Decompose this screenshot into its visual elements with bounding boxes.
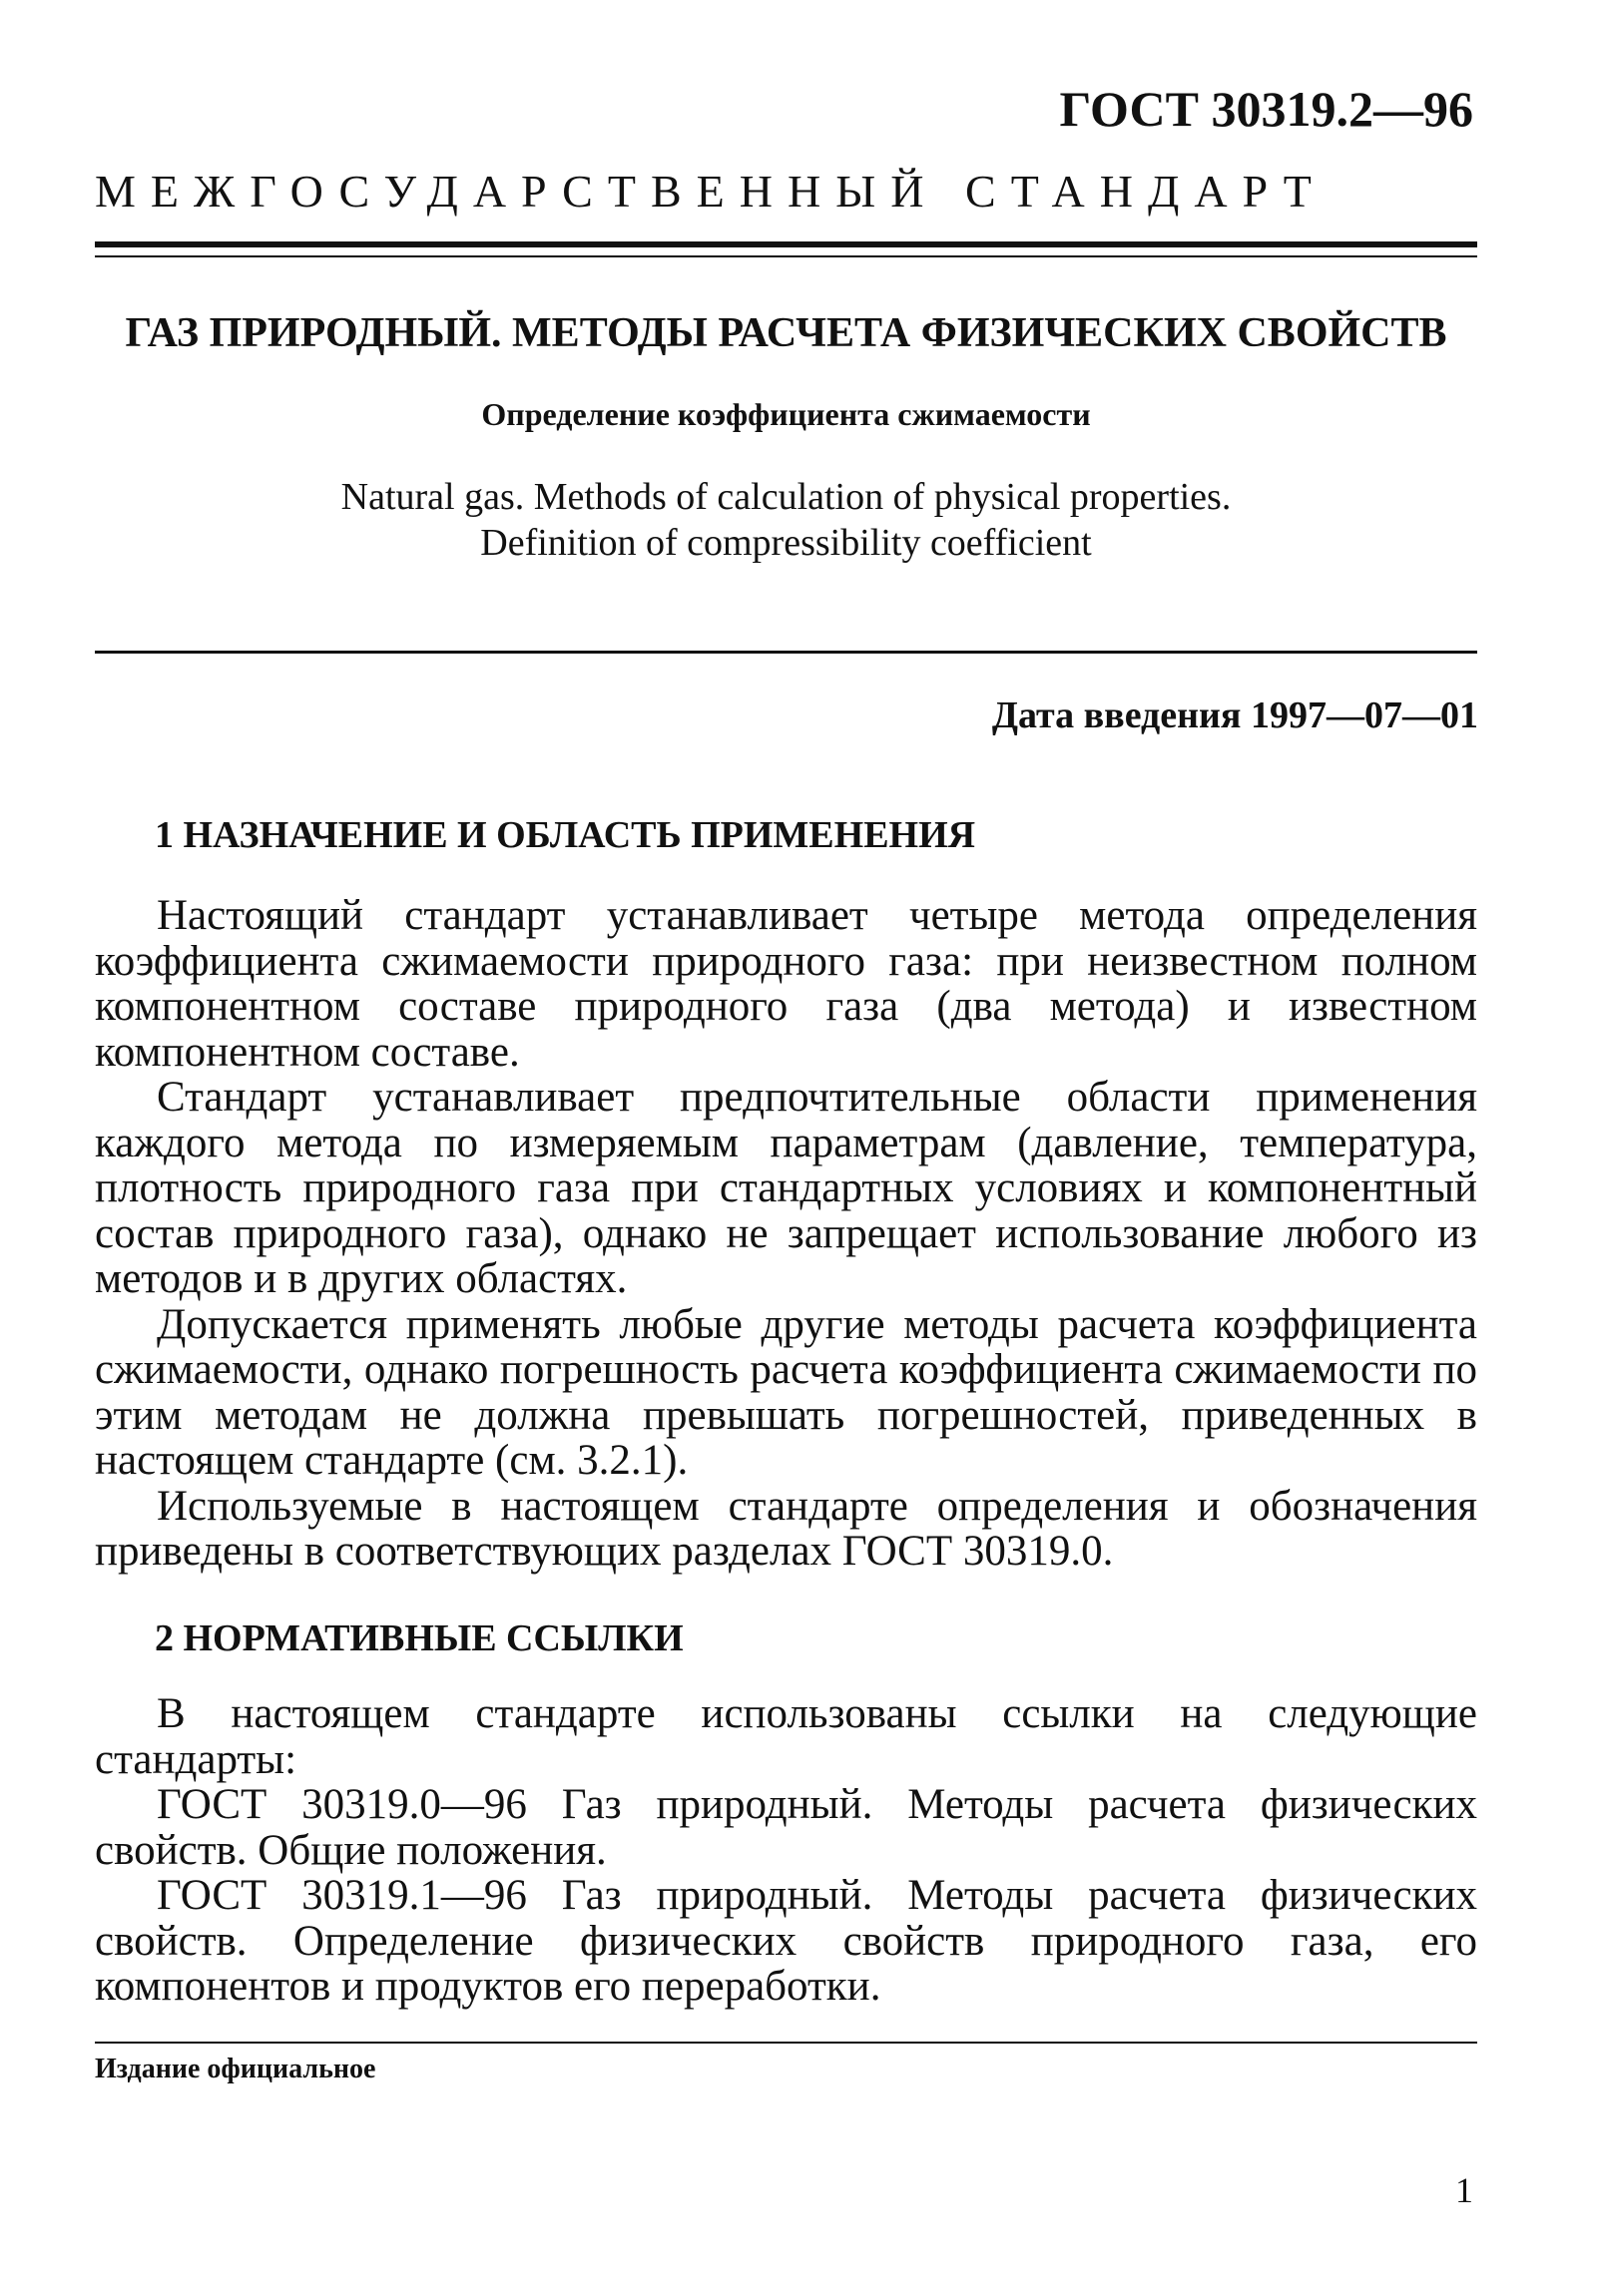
section-2-reference: ГОСТ 30319.0—96 Газ природный. Методы расчета физических свойств. Общие положения.	[95, 1781, 1477, 1874]
document-subtitle: Определение коэффициента сжимаемости	[481, 396, 1091, 432]
document-title: ГАЗ ПРИРОДНЫЙ. МЕТОДЫ РАСЧЕТА ФИЗИЧЕСКИХ СВОЙСТВ	[125, 310, 1447, 356]
section-2-heading: 2 НОРМАТИВНЫЕ ССЫЛКИ	[155, 1617, 684, 1659]
header-rule-thin	[95, 255, 1477, 257]
page-number: 1	[1455, 2170, 1473, 2210]
official-edition-label: Издание официальное	[95, 2054, 376, 2084]
section-1-heading: 1 НАЗНАЧЕНИЕ И ОБЛАСТЬ ПРИМЕНЕНИЯ	[155, 814, 976, 856]
section-1-paragraph: Стандарт устанавливает предпочтительные области применения каждого метода по измеряемым параметрам (давление, температура, плотность природного газа при стандартных условиях и компонентный состав природного газа), однако не запрещает использование любого из методов и в других областях.	[95, 1074, 1477, 1302]
footer-rule	[95, 2042, 1477, 2044]
section-2-paragraph: В настоящем стандарте использованы ссылки на следующие стандарты:	[95, 1690, 1477, 1783]
section-1-body	[95, 893, 1477, 1575]
english-title	[95, 474, 1477, 566]
section-1-paragraph: Допускается применять любые другие методы расчета коэффициента сжимаемости, однако погрешность расчета коэффициента сжимаемости по этим методам не должна превышать погрешностей, приведенных в настоящем стандарте (см. 3.2.1).	[95, 1300, 1477, 1484]
section-1-paragraph: Используемые в настоящем стандарте определения и обозначения приведены в соответствующих разделах ГОСТ 30319.0.	[95, 1482, 1477, 1575]
english-title-line-2: Definition of compressibility coefficient	[480, 522, 1092, 564]
header-rule-thick	[95, 241, 1477, 247]
english-title-line-1: Natural gas. Methods of calculation of physical properties.	[340, 476, 1232, 518]
title-divider	[95, 651, 1477, 654]
section-2-reference: ГОСТ 30319.1—96 Газ природный. Методы расчета физических свойств. Определение физических свойств природного газа, его компонентов и продуктов его переработки.	[95, 1872, 1477, 2010]
standard-code: ГОСТ 30319.2—96	[1059, 81, 1473, 137]
section-2-body	[95, 1691, 1477, 2010]
section-1-paragraph: Настоящий стандарт устанавливает четыре метода определения коэффициента сжимаемости природного газа: при неизвестном полном компонентном составе природного газа (два метода) и известном компонентном составе.	[95, 892, 1477, 1076]
interstate-standard-label: МЕЖГОСУДАРСТВЕННЫЙ СТАНДАРТ	[95, 166, 1327, 217]
introduction-date: Дата введения 1997—07—01	[991, 694, 1478, 736]
